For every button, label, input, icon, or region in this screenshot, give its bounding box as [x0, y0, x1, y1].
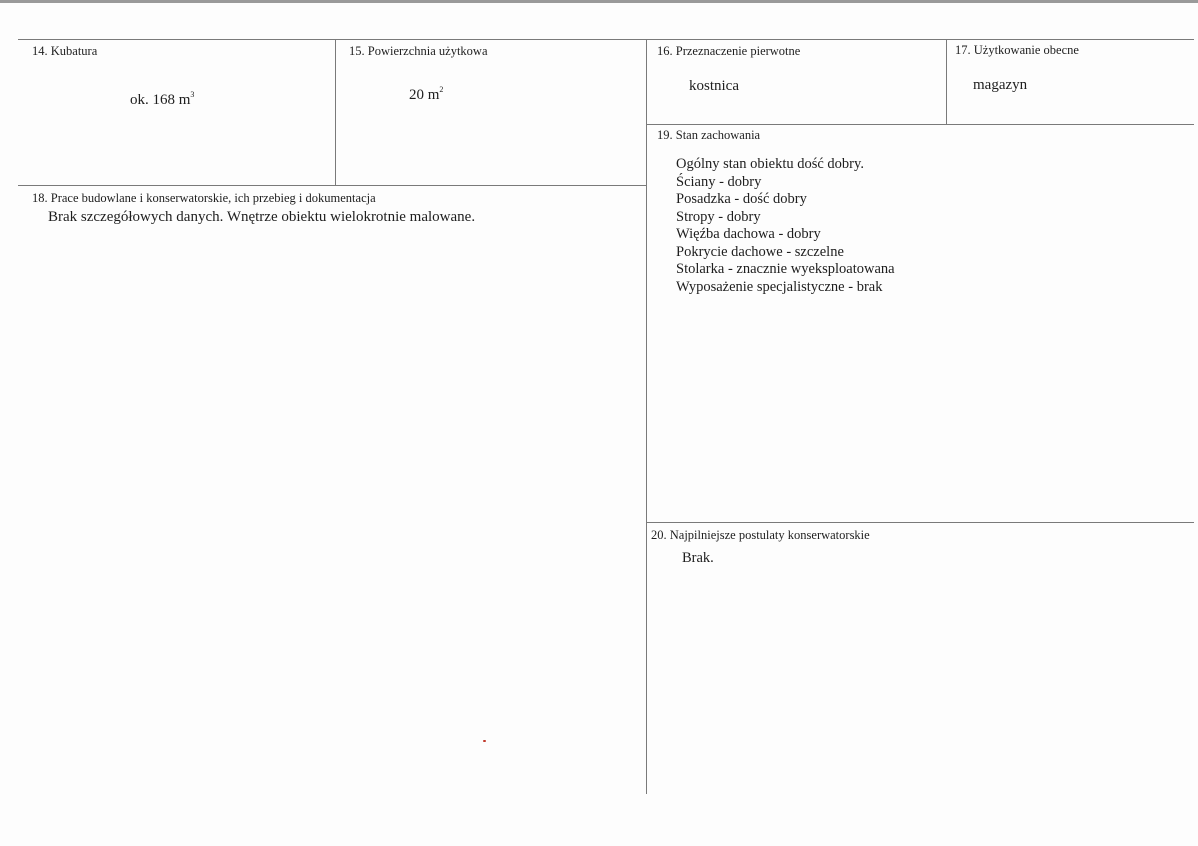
field-14-value: [130, 90, 194, 109]
field-15-unit-exponent: 2: [439, 85, 444, 94]
condition-line: Posadzka - dość dobry: [676, 191, 807, 207]
field-14-unit-exponent: 3: [190, 90, 195, 99]
divider-14-15: [335, 40, 336, 186]
condition-line: Wyposażenie specjalistyczne - brak: [676, 278, 883, 295]
condition-line: Ogólny stan obiektu dość dobry.: [676, 156, 864, 172]
field-15-value: [409, 85, 443, 104]
row-divider-19-20: [647, 522, 1194, 523]
condition-line: Ściany - dobry: [676, 173, 762, 190]
field-19-label: 19. Stan zachowania: [657, 128, 761, 142]
condition-line: Pokrycie dachowe - szczelne: [676, 243, 844, 260]
field-20-value: Brak.: [682, 550, 714, 566]
row-divider-16-17: [647, 124, 1194, 125]
field-15-value-text: 20 m: [409, 87, 440, 103]
field-18-label: 18. Prace budowlane i konserwatorskie, ich przebieg i dokumentacja: [32, 191, 376, 205]
field-20-label: 20. Najpilniejsze postulaty konserwatorskie: [651, 528, 870, 542]
divider-16-17: [946, 40, 947, 124]
condition-line: Stropy - dobry: [676, 208, 761, 225]
field-16-label: 16. Przeznaczenie pierwotne: [657, 44, 801, 58]
field-17-value: magazyn: [973, 77, 1028, 93]
row-divider-14-15: [18, 185, 646, 186]
field-18-value: Brak szczegółowych danych. Wnętrze obiektu wielokrotnie malowane.: [48, 209, 476, 225]
condition-line: Więźba dachowa - dobry: [676, 226, 821, 242]
scan-top-edge: [0, 0, 1198, 3]
field-14-label: 14. Kubatura: [32, 44, 98, 58]
top-border: [18, 39, 1194, 40]
scan-speck: [483, 740, 486, 742]
field-14-value-text: ok. 168 m: [130, 92, 191, 108]
condition-list: [676, 156, 895, 296]
field-15-label: 15. Powierzchnia użytkowa: [349, 44, 488, 58]
field-16-value: kostnica: [689, 78, 739, 94]
condition-line: Stolarka - znacznie wyeksploatowana: [676, 261, 895, 277]
center-divider: [646, 40, 647, 794]
field-17-label: 17. Użytkowanie obecne: [955, 43, 1079, 57]
